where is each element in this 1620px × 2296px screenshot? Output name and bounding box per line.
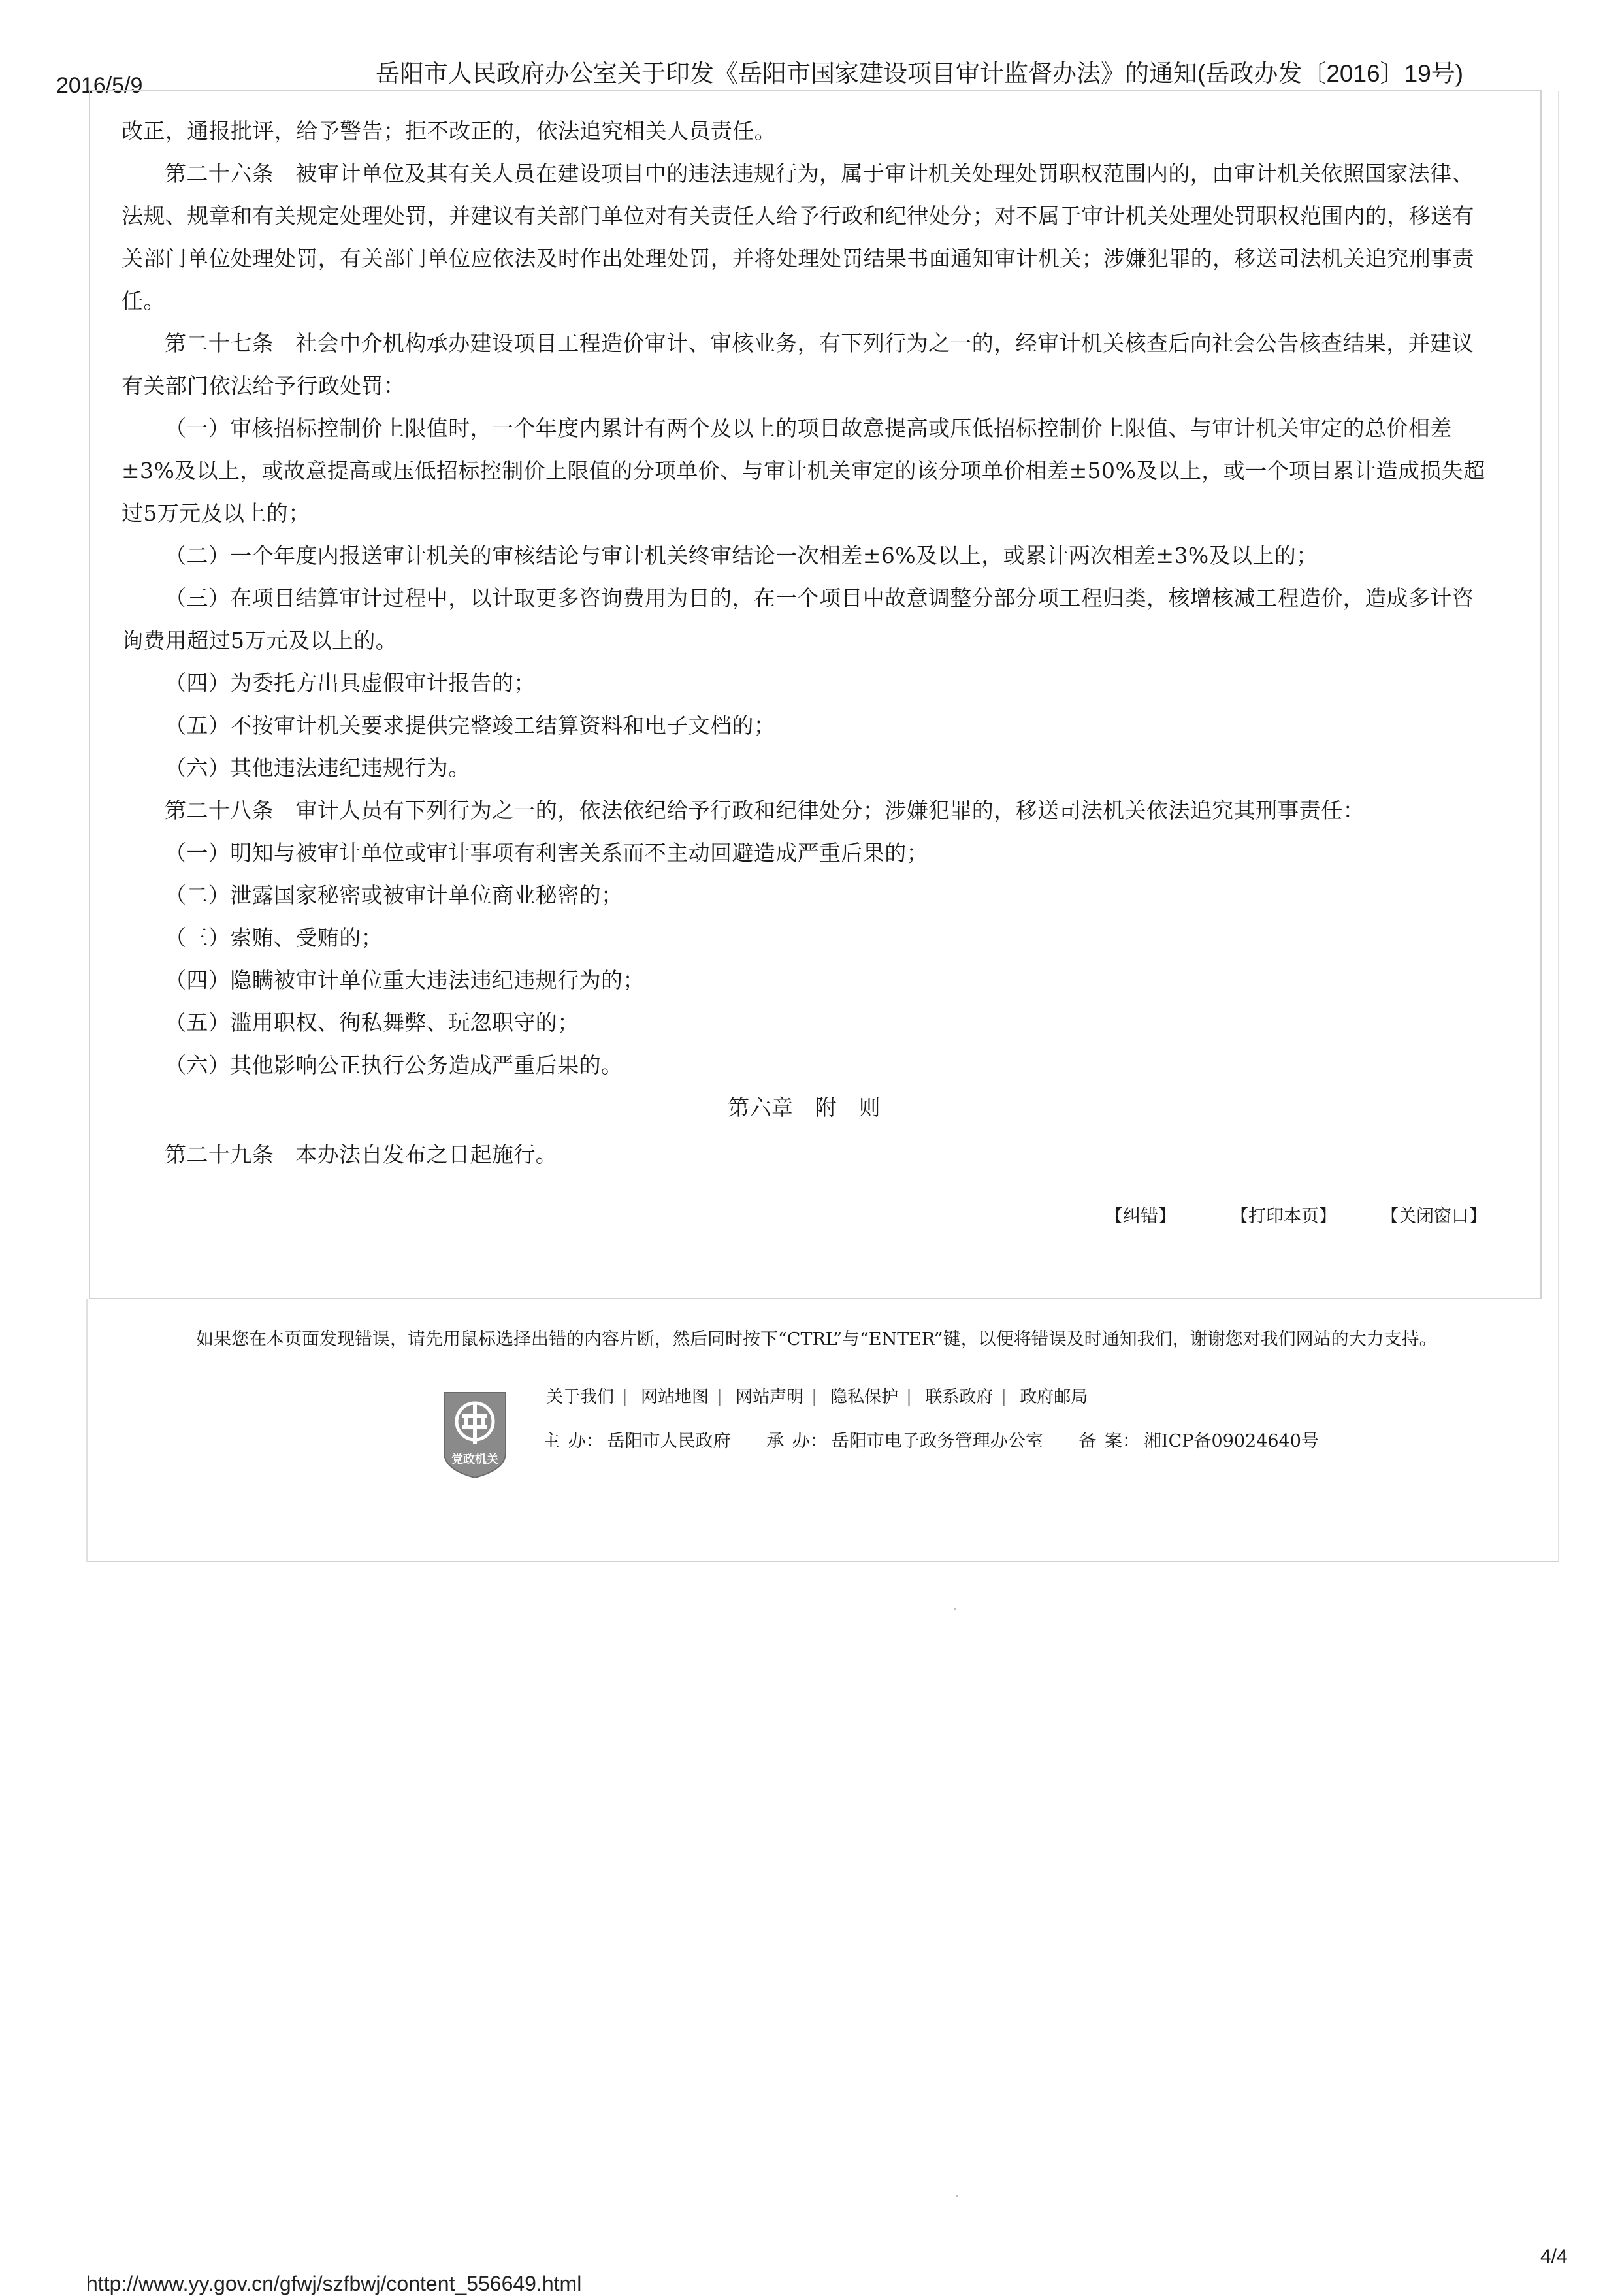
article-28-item-2: （二）泄露国家秘密或被审计单位商业秘密的； (165, 882, 623, 908)
continuation-text: 改正，通报批评，给予警告；拒不改正的，依法追究相关人员责任。 (122, 118, 776, 144)
article-28-item-1: （一）明知与被审计单位或审计事项有利害关系而不主动回避造成严重后果的； (165, 840, 928, 865)
article-26: 第二十六条 被审计单位及其有关人员在建设项目中的违法违规行为，属于审计机关处理处罚职权范围内的，由审计机关依照国家法律、法规、规章和有关规定处理处罚，并建议有关部门单位对有关责任人给予行政和纪律处分；对不属于审计机关处理处罚职权范围内的，移送有关部门单位处理处罚，有关部门单位应依法及时作出处理处罚，并将处理处罚结果书面通知审计机关；涉嫌犯罪的，移送司法机关追究刑事责任。 (122, 161, 1474, 314)
article-27-item-2: （二）一个年度内报送审计机关的审核结论与审计机关终审结论一次相差±6%及以上，或累计两次相差±3%及以上的； (165, 543, 1318, 568)
scan-speck (954, 1608, 956, 1610)
print-page-link[interactable]: 【打印本页】 (1231, 1206, 1336, 1227)
scan-speck (956, 2195, 958, 2197)
article-27: 第二十七条 社会中介机构承办建设项目工程造价审计、审核业务，有下列行为之一的，经审计机关核查后向社会公告核查结果，并建议有关部门依法给予行政处罚： (122, 331, 1474, 398)
badge-caption: 党政机关 (451, 1453, 498, 1466)
page-number: 4/4 (1540, 2246, 1568, 2267)
article-27-item-5: （五）不按审计机关要求提供完整竣工结算资料和电子文档的； (165, 713, 776, 738)
article-28-item-5: （五）滥用职权、徇私舞弊、玩忽职守的； (165, 1010, 579, 1035)
host-label: 主 办： (542, 1431, 604, 1451)
article-29: 第二十九条 本办法自发布之日起施行。 (165, 1142, 558, 1167)
article-27-item-3: （三）在项目结算审计过程中，以计取更多咨询费用为目的，在一个项目中故意调整分部分项工程归类，核增核减工程造价，造成多计咨询费用超过5万元及以上的。 (122, 585, 1474, 653)
party-govt-badge-icon[interactable] (439, 1390, 511, 1480)
organizer-value: 岳阳市电子政务管理办公室 (831, 1431, 1043, 1451)
article-27-item-4: （四）为委托方出具虚假审计报告的； (165, 670, 536, 696)
article-28-item-3: （三）索贿、受贿的； (165, 925, 383, 950)
chapter-heading: 第六章 附 则 (728, 1095, 881, 1120)
print-date: 2016/5/9 (56, 73, 143, 98)
organizer-label: 承 办： (766, 1431, 828, 1451)
footer-link-sitemap[interactable]: 网站地图 (641, 1387, 709, 1407)
article-27-item-6: （六）其他违法违纪违规行为。 (165, 755, 470, 781)
article-28: 第二十八条 审计人员有下列行为之一的，依法依纪给予行政和纪律处分；涉嫌犯罪的，移送司法机关依法追究其刑事责任： (165, 798, 1365, 823)
footer-link-statement[interactable]: 网站声明 (736, 1387, 804, 1407)
article-body (122, 110, 1487, 1176)
close-window-link[interactable]: 【关闭窗口】 (1381, 1206, 1487, 1227)
article-27-item-1: （一）审核招标控制价上限值时，一个年度内累计有两个及以上的项目故意提高或压低招标控制价上限值、与审计机关审定的总价相差±3%及以上，或故意提高或压低招标控制价上限值的分项单价、与审计机关审定的该分项单价相差±50%及以上，或一个项目累计造成损失超过5万元及以上的； (122, 415, 1485, 526)
icp-value[interactable]: 湘ICP备09024640号 (1143, 1431, 1319, 1451)
footer-link-contact[interactable]: 联系政府 (925, 1387, 994, 1407)
print-title: 岳阳市人民政府办公室关于印发《岳阳市国家建设项目审计监督办法》的通知(岳政办发〔2016〕19号) (376, 60, 1464, 87)
host-value: 岳阳市人民政府 (607, 1431, 731, 1451)
page-url: http://www.yy.gov.cn/gfwj/szfbwj/content_556649.html (86, 2272, 582, 2295)
footer-link-about[interactable]: 关于我们 (546, 1387, 615, 1407)
footer-link-privacy[interactable]: 隐私保护 (830, 1387, 899, 1407)
footer-host-info (542, 1427, 1323, 1452)
footer-links: 关于我们 | 网站地图 | 网站声明 | 隐私保护 | 联系政府 | 政府邮局 (546, 1387, 1088, 1407)
icp-label: 备 案： (1078, 1431, 1140, 1451)
report-error-link[interactable]: 【纠错】 (1105, 1206, 1176, 1227)
article-28-item-6: （六）其他影响公正执行公务造成严重后果的。 (165, 1052, 623, 1078)
footer-link-mail[interactable]: 政府邮局 (1020, 1387, 1088, 1407)
article-28-item-4: （四）隐瞒被审计单位重大违法违纪违规行为的； (165, 967, 645, 993)
error-report-note: 如果您在本页面发现错误，请先用鼠标选择出错的内容片断，然后同时按下“CTRL”与“ENTER”键，以便将错误及时通知我们，谢谢您对我们网站的大力支持。 (196, 1329, 1437, 1350)
